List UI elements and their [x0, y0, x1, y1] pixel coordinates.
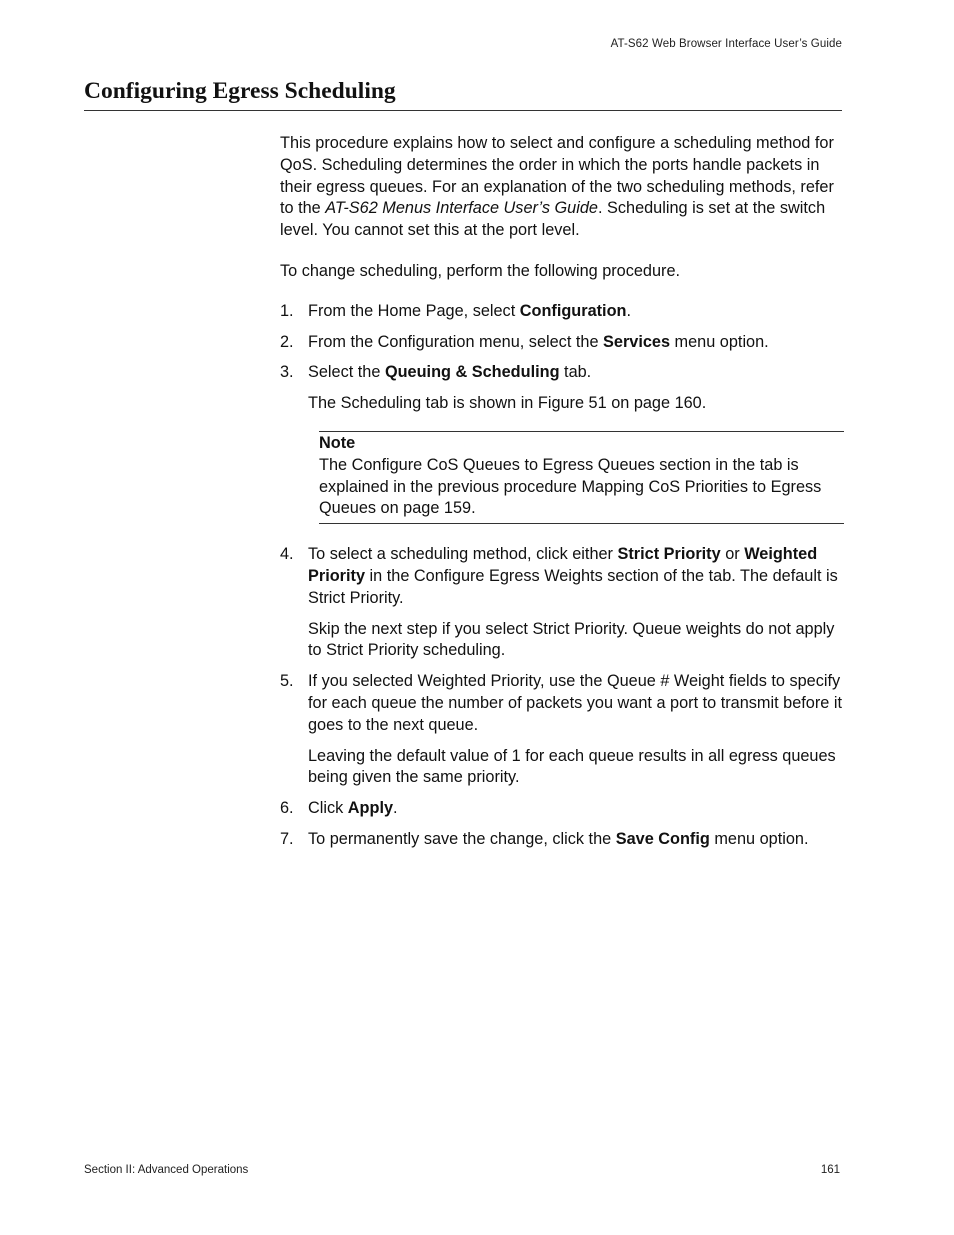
note-heading: Note [319, 433, 356, 452]
step-2: 2. From the Configuration menu, select the Services menu option. [280, 332, 844, 354]
step-3-detail: The Scheduling tab is shown in Figure 51 on page 160. [308, 394, 707, 413]
intro-text-1: This procedure explains how to select and configure a scheduling method for QoS. Scheduling determines the order in which the ports handle packets in their egress queues. For an explanation of the two scheduling methods, refer to the [280, 134, 834, 218]
intro-paragraph [280, 133, 844, 242]
step-6: 6. Click Apply. [280, 798, 844, 820]
step-number: 2. [280, 332, 294, 351]
ui-term-configuration: Configuration [519, 301, 627, 320]
note-box [319, 431, 844, 524]
ui-term-queuing-scheduling: Queuing & Scheduling [384, 363, 560, 382]
step-4: 4. To select a scheduling method, click either Strict Priority or Weighted Priority in the Configure Egress Weights section of the tab. The default is Strict Priority. Skip the next step if you select Strict Priority. Queue weights do not apply to Strict Priority scheduling. [280, 544, 844, 662]
ui-term-services: Services [603, 332, 671, 351]
step-number: 4. [280, 545, 294, 564]
step-5-detail: Leaving the default value of 1 for each queue results in all egress queues being given the same priority. [308, 746, 836, 787]
title-rule [84, 110, 842, 111]
ui-term-apply: Apply [347, 799, 394, 818]
running-header: AT-S62 Web Browser Interface User’s Guide [610, 38, 842, 50]
step-3: 3. Select the Queuing & Scheduling tab. The Scheduling tab is shown in Figure 51 on page 160. Note The Configure CoS Queues to Egress Queues section in the tab is explained in the previous procedure Mapping CoS Priorities to Egress Queues on page 159. [280, 362, 844, 524]
section-title: Configuring Egress Scheduling [84, 78, 396, 104]
procedure-lead: To change scheduling, perform the following procedure. [280, 261, 681, 280]
ui-term-strict-priority: Strict Priority [617, 545, 721, 564]
page-number: 161 [820, 1164, 840, 1176]
step-number: 6. [280, 799, 294, 818]
step-5 [280, 671, 844, 789]
ui-term-save-config: Save Config [615, 829, 710, 848]
intro-text-2: . Scheduling is set at the switch level. You cannot set this at the port level. [280, 199, 826, 240]
step-number: 5. [280, 672, 294, 691]
step-5-text: If you selected Weighted Priority, use the Queue # Weight fields to specify for each queue the number of packets you want a port to transmit before it goes to the next queue. [308, 672, 842, 734]
step-1: 1. From the Home Page, select Configuration. [280, 301, 844, 323]
step-number: 3. [280, 363, 294, 382]
note-text: The Configure CoS Queues to Egress Queues section in the tab is explained in the previous procedure Mapping CoS Priorities to Egress Queues on page 159. [319, 455, 822, 518]
step-7: 7. To permanently save the change, click the Save Config menu option. [280, 829, 844, 851]
guide-reference: AT-S62 Menus Interface User’s Guide [325, 199, 598, 218]
step-number: 1. [280, 301, 294, 320]
step-4-detail: Skip the next step if you select Strict Priority. Queue weights do not apply to Strict Priority scheduling. [308, 619, 835, 660]
procedure-steps [280, 301, 844, 851]
ui-term-weighted-priority: Weighted Priority [308, 545, 818, 585]
content-body [280, 133, 844, 860]
step-number: 7. [280, 829, 294, 848]
footer-section: Section II: Advanced Operations [84, 1164, 249, 1176]
